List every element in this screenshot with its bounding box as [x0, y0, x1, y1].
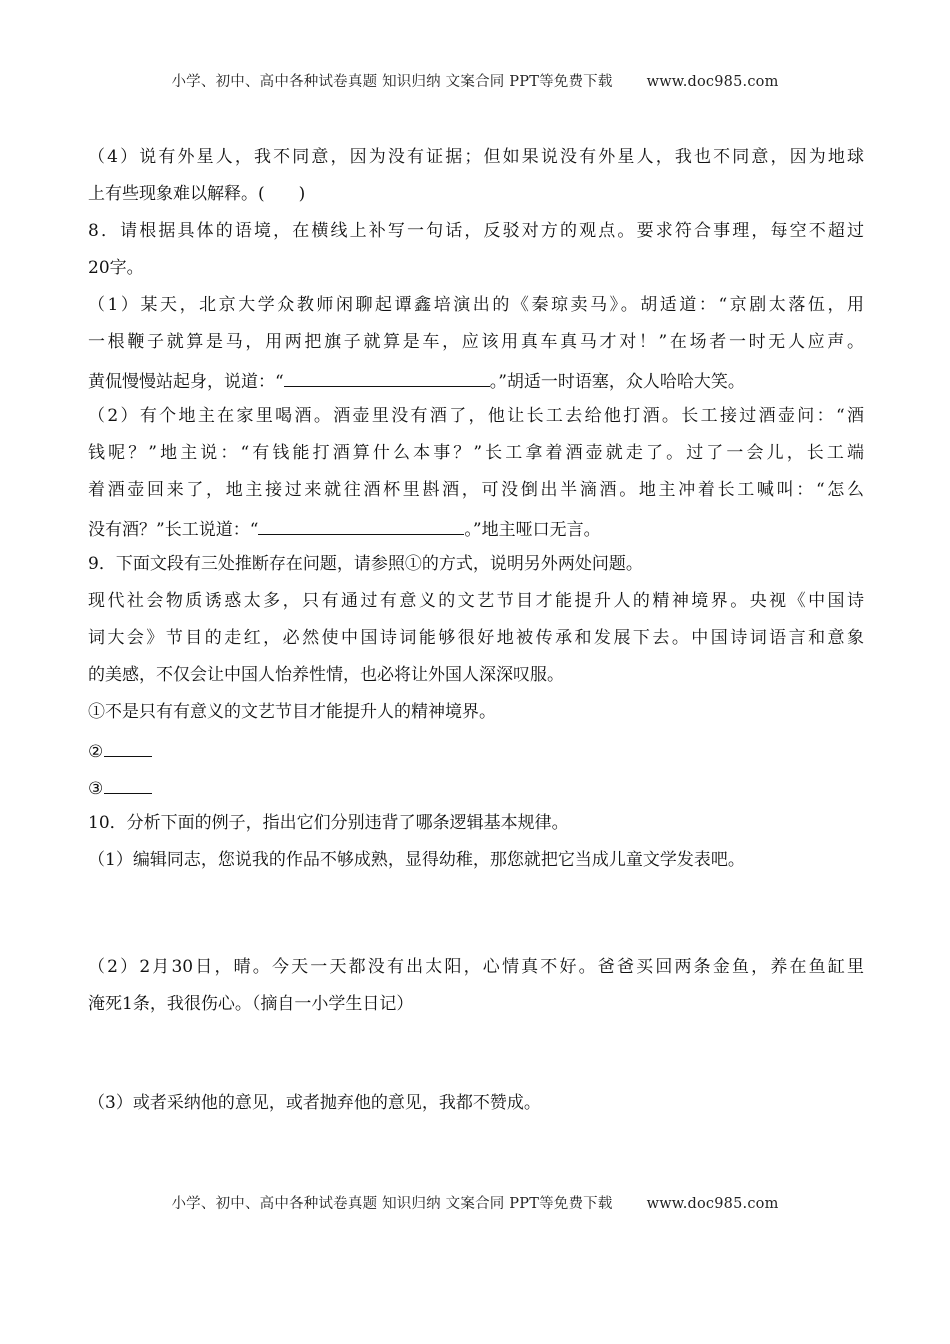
question-9-passage-line-2: 词大会》节目的走红，必然使中国诗词能够很好地被传承和发展下去。中国诗词语言和意象: [88, 628, 864, 648]
question-8-1-line-3: [88, 364, 864, 401]
answer-space-10-1[interactable]: [88, 882, 864, 952]
page-header: [0, 70, 950, 91]
question-8-stem-line-1: 8．请根据具体的语境，在横线上补写一句话，反驳对方的观点。要求符合事理，每空不超过: [88, 221, 864, 241]
answer-blank-9-2[interactable]: [104, 734, 152, 757]
footer-url[interactable]: www.doc985.com: [646, 1196, 779, 1212]
question-9-item-2: [88, 734, 864, 771]
question-9-item-3: [88, 771, 864, 808]
question-8-2-suffix: 。”地主哑口无言。: [464, 520, 601, 540]
question-8-1-suffix: 。”胡适一时语塞，众人哈哈大笑。: [489, 372, 745, 392]
question-9-stem: 9．下面文段有三处推断存在问题，请参照①的方式，说明另外两处问题。: [88, 554, 643, 574]
header-url[interactable]: www.doc985.com: [646, 74, 779, 90]
footer-text: 小学、初中、高中各种试卷真题 知识归纳 文案合同 PPT等免费下载: [171, 1196, 613, 1212]
question-9-item-1: ①不是只有有意义的文艺节目才能提升人的精神境界。: [88, 702, 496, 722]
question-7-4-line-1: （4）说有外星人，我不同意，因为没有证据；但如果说没有外星人，我也不同意，因为地球: [88, 147, 864, 167]
question-10-2-line-2: 淹死1条，我很伤心。（摘自一小学生日记）: [88, 994, 414, 1014]
question-9-item-2-label: ②: [88, 742, 104, 762]
answer-blank-9-3[interactable]: [104, 771, 152, 794]
question-10-2-line-1: （2）2月30日，晴。今天一天都没有出太阳，心情真不好。爸爸买回两条金鱼，养在鱼缸里: [88, 957, 864, 977]
page-footer: [0, 1192, 950, 1213]
question-10-3: （3）或者采纳他的意见，或者抛弃他的意见，我都不赞成。: [88, 1093, 541, 1113]
question-8-2-prefix: 没有酒？”长工说道：“: [88, 520, 259, 540]
answer-blank-8-1[interactable]: [284, 364, 490, 387]
question-8-2-line-2: 钱呢？”地主说：“有钱能打酒算什么本事？”长工拿着酒壶就走了。过了一会儿，长工端: [88, 443, 864, 463]
question-8-1-prefix: 黄侃慢慢站起身，说道：“: [88, 372, 284, 392]
answer-space-10-2[interactable]: [88, 1026, 864, 1088]
question-9-passage-line-3: 的美感，不仅会让中国人怡养性情，也必将让外国人深深叹服。: [88, 665, 564, 685]
question-9-passage-line-1: 现代社会物质诱惑太多，只有通过有意义的文艺节目才能提升人的精神境界。央视《中国诗: [88, 591, 864, 611]
question-9-item-3-label: ③: [88, 779, 104, 799]
header-text: 小学、初中、高中各种试卷真题 知识归纳 文案合同 PPT等免费下载: [171, 74, 613, 90]
question-8-1-line-1: （1）某天，北京大学众教师闲聊起谭鑫培演出的《秦琼卖马》。胡适道：“京剧太落伍，用: [88, 295, 864, 315]
question-8-2-line-4: [88, 512, 864, 549]
question-8-stem-line-2: 20字。: [88, 258, 144, 278]
page-content: [88, 142, 864, 1125]
answer-blank-8-2[interactable]: [258, 512, 464, 535]
question-8-2-line-1: （2）有个地主在家里喝酒。酒壶里没有酒了，他让长工去给他打酒。长工接过酒壶问：“酒: [88, 406, 864, 426]
question-10-stem: 10．分析下面的例子，指出它们分别违背了哪条逻辑基本规律。: [88, 813, 569, 833]
question-8-2-line-3: 着酒壶回来了，地主接过来就往酒杯里斟酒，可没倒出半滴酒。地主冲着长工喊叫：“怎么: [88, 480, 864, 500]
question-7-4-line-2: 上有些现象难以解释。( ): [88, 184, 306, 204]
question-10-1: （1）编辑同志，您说我的作品不够成熟，显得幼稚，那您就把它当成儿童文学发表吧。: [88, 850, 745, 870]
question-8-1-line-2: 一根鞭子就算是马，用两把旗子就算是车，应该用真车真马才对！”在场者一时无人应声。: [88, 332, 864, 352]
